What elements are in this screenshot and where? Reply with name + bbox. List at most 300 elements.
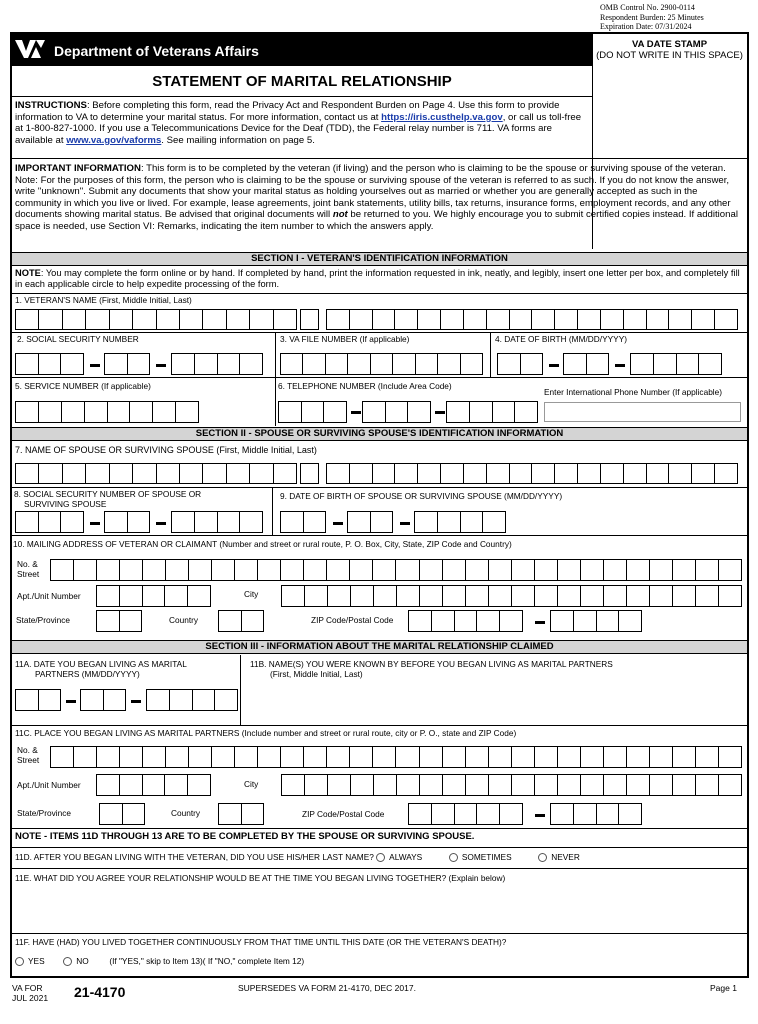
place-city-boxes[interactable]	[281, 774, 742, 796]
char-box[interactable]	[239, 511, 263, 533]
phone-area-code[interactable]	[278, 401, 347, 423]
char-box[interactable]	[211, 746, 234, 768]
char-box[interactable]	[347, 511, 370, 533]
char-box[interactable]	[84, 401, 107, 423]
char-box[interactable]	[408, 610, 431, 632]
char-box[interactable]	[119, 585, 142, 607]
iris-link[interactable]: https://iris.custhelp.va.gov	[381, 111, 503, 123]
char-box[interactable]	[509, 463, 532, 484]
char-box[interactable]	[463, 463, 486, 484]
char-box[interactable]	[179, 309, 202, 330]
char-box[interactable]	[132, 309, 155, 330]
char-box[interactable]	[596, 610, 619, 632]
char-box[interactable]	[142, 559, 165, 581]
char-box[interactable]	[394, 309, 417, 330]
char-box[interactable]	[580, 746, 603, 768]
char-box[interactable]	[218, 803, 241, 825]
place-street-boxes[interactable]	[50, 746, 742, 768]
char-box[interactable]	[164, 585, 187, 607]
char-box[interactable]	[718, 746, 742, 768]
char-box[interactable]	[718, 774, 742, 796]
veteran-first-name-boxes[interactable]	[15, 309, 297, 330]
char-box[interactable]	[437, 511, 460, 533]
char-box[interactable]	[488, 585, 511, 607]
char-box[interactable]	[304, 585, 327, 607]
char-box[interactable]	[119, 610, 143, 632]
char-box[interactable]	[372, 559, 395, 581]
char-box[interactable]	[249, 463, 272, 484]
char-box[interactable]	[385, 401, 408, 423]
char-box[interactable]	[61, 401, 84, 423]
char-box[interactable]	[407, 401, 431, 423]
char-box[interactable]	[672, 774, 695, 796]
char-box[interactable]	[38, 309, 61, 330]
char-box[interactable]	[273, 309, 297, 330]
char-box[interactable]	[281, 774, 304, 796]
char-box[interactable]	[603, 746, 626, 768]
always-radio[interactable]	[376, 853, 385, 862]
no-radio[interactable]	[63, 957, 72, 966]
char-box[interactable]	[649, 559, 672, 581]
char-box[interactable]	[646, 463, 669, 484]
spouse-dob-day[interactable]	[347, 511, 393, 533]
char-box[interactable]	[188, 746, 211, 768]
living-date-year[interactable]	[146, 689, 238, 711]
char-box[interactable]	[109, 309, 132, 330]
char-box[interactable]	[600, 463, 623, 484]
char-box[interactable]	[394, 463, 417, 484]
place-zip4-boxes[interactable]	[550, 803, 642, 825]
char-box[interactable]	[698, 353, 722, 375]
char-box[interactable]	[350, 585, 373, 607]
char-box[interactable]	[573, 803, 596, 825]
mailing-state-boxes[interactable]	[96, 610, 142, 632]
char-box[interactable]	[626, 746, 649, 768]
char-box[interactable]	[415, 353, 437, 375]
char-box[interactable]	[454, 803, 477, 825]
char-box[interactable]	[142, 585, 165, 607]
sometimes-radio[interactable]	[449, 853, 458, 862]
char-box[interactable]	[249, 309, 272, 330]
char-box[interactable]	[695, 746, 718, 768]
mailing-zip-boxes[interactable]	[408, 610, 523, 632]
char-box[interactable]	[280, 511, 303, 533]
char-box[interactable]	[171, 511, 194, 533]
char-box[interactable]	[15, 463, 38, 484]
char-box[interactable]	[580, 585, 603, 607]
char-box[interactable]	[85, 309, 108, 330]
char-box[interactable]	[96, 610, 119, 632]
char-box[interactable]	[96, 774, 119, 796]
char-box[interactable]	[465, 559, 488, 581]
char-box[interactable]	[60, 353, 84, 375]
char-box[interactable]	[373, 774, 396, 796]
char-box[interactable]	[557, 585, 580, 607]
char-box[interactable]	[119, 559, 142, 581]
char-box[interactable]	[499, 803, 523, 825]
char-box[interactable]	[623, 309, 646, 330]
char-box[interactable]	[372, 309, 395, 330]
char-box[interactable]	[373, 585, 396, 607]
char-box[interactable]	[646, 309, 669, 330]
char-box[interactable]	[534, 774, 557, 796]
char-box[interactable]	[300, 463, 319, 484]
char-box[interactable]	[603, 585, 626, 607]
char-box[interactable]	[218, 610, 241, 632]
char-box[interactable]	[395, 559, 418, 581]
char-box[interactable]	[217, 511, 240, 533]
char-box[interactable]	[239, 353, 263, 375]
char-box[interactable]	[695, 585, 718, 607]
char-box[interactable]	[169, 689, 192, 711]
char-box[interactable]	[714, 309, 738, 330]
char-box[interactable]	[326, 559, 349, 581]
char-box[interactable]	[465, 585, 488, 607]
char-box[interactable]	[15, 309, 38, 330]
living-date-month[interactable]	[15, 689, 61, 711]
spouse-ssn-part1[interactable]	[15, 511, 84, 533]
char-box[interactable]	[534, 585, 557, 607]
char-box[interactable]	[179, 463, 202, 484]
char-box[interactable]	[372, 463, 395, 484]
char-box[interactable]	[442, 585, 465, 607]
char-box[interactable]	[486, 463, 509, 484]
living-date-day[interactable]	[80, 689, 126, 711]
char-box[interactable]	[347, 353, 369, 375]
char-box[interactable]	[132, 463, 155, 484]
char-box[interactable]	[554, 463, 577, 484]
char-box[interactable]	[626, 559, 649, 581]
char-box[interactable]	[278, 401, 301, 423]
char-box[interactable]	[122, 803, 146, 825]
char-box[interactable]	[80, 689, 103, 711]
veteran-middle-initial-box[interactable]	[300, 309, 319, 330]
place-apt-boxes[interactable]	[96, 774, 211, 796]
char-box[interactable]	[301, 401, 324, 423]
spouse-middle-initial-box[interactable]	[300, 463, 319, 484]
char-box[interactable]	[488, 746, 511, 768]
char-box[interactable]	[417, 463, 440, 484]
char-box[interactable]	[618, 803, 642, 825]
char-box[interactable]	[414, 511, 437, 533]
char-box[interactable]	[38, 401, 61, 423]
relationship-explanation-input[interactable]	[15, 888, 743, 930]
char-box[interactable]	[96, 585, 119, 607]
char-box[interactable]	[440, 309, 463, 330]
char-box[interactable]	[325, 353, 347, 375]
char-box[interactable]	[349, 463, 372, 484]
char-box[interactable]	[146, 689, 169, 711]
veteran-last-name-boxes[interactable]	[326, 309, 738, 330]
char-box[interactable]	[630, 353, 653, 375]
char-box[interactable]	[15, 689, 38, 711]
char-box[interactable]	[492, 401, 515, 423]
char-box[interactable]	[577, 309, 600, 330]
char-box[interactable]	[234, 559, 257, 581]
char-box[interactable]	[281, 585, 304, 607]
veteran-dob-month[interactable]	[497, 353, 543, 375]
char-box[interactable]	[596, 803, 619, 825]
char-box[interactable]	[370, 511, 394, 533]
char-box[interactable]	[349, 746, 372, 768]
char-box[interactable]	[511, 774, 534, 796]
char-box[interactable]	[618, 610, 642, 632]
char-box[interactable]	[672, 585, 695, 607]
char-box[interactable]	[257, 559, 280, 581]
char-box[interactable]	[534, 559, 557, 581]
spouse-dob-month[interactable]	[280, 511, 326, 533]
char-box[interactable]	[419, 774, 442, 796]
char-box[interactable]	[303, 559, 326, 581]
char-box[interactable]	[370, 353, 392, 375]
char-box[interactable]	[273, 463, 297, 484]
char-box[interactable]	[192, 689, 215, 711]
char-box[interactable]	[50, 746, 73, 768]
char-box[interactable]	[499, 610, 523, 632]
char-box[interactable]	[241, 610, 265, 632]
char-box[interactable]	[668, 309, 691, 330]
char-box[interactable]	[165, 746, 188, 768]
char-box[interactable]	[476, 610, 499, 632]
char-box[interactable]	[417, 309, 440, 330]
veteran-ssn-part2[interactable]	[104, 353, 150, 375]
char-box[interactable]	[531, 309, 554, 330]
char-box[interactable]	[326, 309, 349, 330]
char-box[interactable]	[127, 353, 151, 375]
char-box[interactable]	[280, 559, 303, 581]
char-box[interactable]	[718, 559, 742, 581]
char-box[interactable]	[349, 309, 372, 330]
char-box[interactable]	[392, 353, 414, 375]
char-box[interactable]	[327, 585, 350, 607]
char-box[interactable]	[695, 774, 718, 796]
char-box[interactable]	[603, 774, 626, 796]
char-box[interactable]	[465, 774, 488, 796]
char-box[interactable]	[60, 511, 84, 533]
never-radio[interactable]	[538, 853, 547, 862]
char-box[interactable]	[446, 401, 469, 423]
char-box[interactable]	[38, 511, 61, 533]
va-file-number-boxes[interactable]	[280, 353, 483, 375]
char-box[interactable]	[454, 610, 477, 632]
char-box[interactable]	[187, 585, 211, 607]
char-box[interactable]	[557, 774, 580, 796]
char-box[interactable]	[623, 463, 646, 484]
spouse-last-name-boxes[interactable]	[326, 463, 738, 484]
char-box[interactable]	[580, 774, 603, 796]
char-box[interactable]	[202, 309, 225, 330]
char-box[interactable]	[396, 774, 419, 796]
char-box[interactable]	[408, 803, 431, 825]
char-box[interactable]	[534, 746, 557, 768]
spouse-dob-year[interactable]	[414, 511, 506, 533]
char-box[interactable]	[302, 353, 324, 375]
char-box[interactable]	[460, 353, 483, 375]
char-box[interactable]	[437, 353, 459, 375]
char-box[interactable]	[164, 774, 187, 796]
char-box[interactable]	[194, 353, 217, 375]
char-box[interactable]	[107, 401, 130, 423]
char-box[interactable]	[580, 559, 603, 581]
char-box[interactable]	[104, 511, 127, 533]
char-box[interactable]	[96, 559, 119, 581]
char-box[interactable]	[15, 353, 38, 375]
former-names-input[interactable]	[250, 682, 740, 722]
char-box[interactable]	[563, 353, 586, 375]
char-box[interactable]	[152, 401, 175, 423]
char-box[interactable]	[486, 309, 509, 330]
char-box[interactable]	[626, 774, 649, 796]
char-box[interactable]	[73, 559, 96, 581]
veteran-ssn-part3[interactable]	[171, 353, 263, 375]
char-box[interactable]	[396, 585, 419, 607]
char-box[interactable]	[653, 353, 676, 375]
place-country-boxes[interactable]	[218, 803, 264, 825]
char-box[interactable]	[109, 463, 132, 484]
char-box[interactable]	[714, 463, 738, 484]
char-box[interactable]	[119, 774, 142, 796]
mailing-city-boxes[interactable]	[281, 585, 742, 607]
char-box[interactable]	[103, 689, 127, 711]
char-box[interactable]	[586, 353, 610, 375]
phone-prefix[interactable]	[362, 401, 431, 423]
char-box[interactable]	[626, 585, 649, 607]
place-zip-boxes[interactable]	[408, 803, 523, 825]
char-box[interactable]	[323, 401, 347, 423]
char-box[interactable]	[62, 463, 85, 484]
char-box[interactable]	[557, 746, 580, 768]
char-box[interactable]	[142, 774, 165, 796]
char-box[interactable]	[300, 309, 319, 330]
char-box[interactable]	[672, 559, 695, 581]
char-box[interactable]	[15, 511, 38, 533]
char-box[interactable]	[211, 559, 234, 581]
char-box[interactable]	[38, 353, 61, 375]
char-box[interactable]	[511, 559, 534, 581]
char-box[interactable]	[691, 463, 714, 484]
char-box[interactable]	[431, 803, 454, 825]
char-box[interactable]	[509, 309, 532, 330]
intl-phone-input[interactable]	[544, 402, 741, 422]
char-box[interactable]	[303, 746, 326, 768]
char-box[interactable]	[488, 774, 511, 796]
char-box[interactable]	[419, 559, 442, 581]
place-state-boxes[interactable]	[99, 803, 145, 825]
char-box[interactable]	[672, 746, 695, 768]
char-box[interactable]	[431, 610, 454, 632]
char-box[interactable]	[514, 401, 538, 423]
char-box[interactable]	[520, 353, 544, 375]
mailing-street-boxes[interactable]	[50, 559, 742, 581]
char-box[interactable]	[482, 511, 506, 533]
char-box[interactable]	[511, 746, 534, 768]
char-box[interactable]	[194, 511, 217, 533]
char-box[interactable]	[303, 511, 327, 533]
mailing-zip4-boxes[interactable]	[550, 610, 642, 632]
char-box[interactable]	[156, 463, 179, 484]
char-box[interactable]	[419, 746, 442, 768]
spouse-first-name-boxes[interactable]	[15, 463, 297, 484]
char-box[interactable]	[326, 746, 349, 768]
spouse-ssn-part2[interactable]	[104, 511, 150, 533]
char-box[interactable]	[550, 610, 573, 632]
char-box[interactable]	[442, 774, 465, 796]
char-box[interactable]	[603, 559, 626, 581]
char-box[interactable]	[280, 353, 302, 375]
char-box[interactable]	[465, 746, 488, 768]
char-box[interactable]	[497, 353, 520, 375]
char-box[interactable]	[395, 746, 418, 768]
char-box[interactable]	[226, 463, 249, 484]
char-box[interactable]	[573, 610, 596, 632]
char-box[interactable]	[476, 803, 499, 825]
char-box[interactable]	[304, 774, 327, 796]
char-box[interactable]	[327, 774, 350, 796]
char-box[interactable]	[350, 774, 373, 796]
char-box[interactable]	[419, 585, 442, 607]
phone-line[interactable]	[446, 401, 538, 423]
char-box[interactable]	[187, 774, 211, 796]
veteran-ssn-part1[interactable]	[15, 353, 84, 375]
char-box[interactable]	[531, 463, 554, 484]
char-box[interactable]	[15, 401, 38, 423]
vaforms-link[interactable]: www.va.gov/vaforms	[66, 134, 162, 146]
char-box[interactable]	[668, 463, 691, 484]
char-box[interactable]	[38, 463, 61, 484]
veteran-dob-day[interactable]	[563, 353, 609, 375]
char-box[interactable]	[165, 559, 188, 581]
char-box[interactable]	[226, 309, 249, 330]
char-box[interactable]	[488, 559, 511, 581]
char-box[interactable]	[440, 463, 463, 484]
char-box[interactable]	[38, 689, 62, 711]
char-box[interactable]	[175, 401, 199, 423]
char-box[interactable]	[577, 463, 600, 484]
char-box[interactable]	[676, 353, 699, 375]
char-box[interactable]	[362, 401, 385, 423]
char-box[interactable]	[557, 559, 580, 581]
char-box[interactable]	[511, 585, 534, 607]
char-box[interactable]	[119, 746, 142, 768]
char-box[interactable]	[718, 585, 742, 607]
char-box[interactable]	[99, 803, 122, 825]
char-box[interactable]	[241, 803, 265, 825]
char-box[interactable]	[188, 559, 211, 581]
char-box[interactable]	[257, 746, 280, 768]
char-box[interactable]	[156, 309, 179, 330]
char-box[interactable]	[326, 463, 349, 484]
char-box[interactable]	[460, 511, 483, 533]
char-box[interactable]	[442, 746, 465, 768]
service-number-boxes[interactable]	[15, 401, 199, 423]
char-box[interactable]	[349, 559, 372, 581]
char-box[interactable]	[142, 746, 165, 768]
mailing-apt-boxes[interactable]	[96, 585, 211, 607]
char-box[interactable]	[372, 746, 395, 768]
char-box[interactable]	[217, 353, 240, 375]
char-box[interactable]	[649, 585, 672, 607]
char-box[interactable]	[234, 746, 257, 768]
char-box[interactable]	[129, 401, 152, 423]
char-box[interactable]	[62, 309, 85, 330]
char-box[interactable]	[600, 309, 623, 330]
char-box[interactable]	[214, 689, 238, 711]
char-box[interactable]	[442, 559, 465, 581]
char-box[interactable]	[469, 401, 492, 423]
char-box[interactable]	[649, 774, 672, 796]
char-box[interactable]	[171, 353, 194, 375]
spouse-ssn-part3[interactable]	[171, 511, 263, 533]
